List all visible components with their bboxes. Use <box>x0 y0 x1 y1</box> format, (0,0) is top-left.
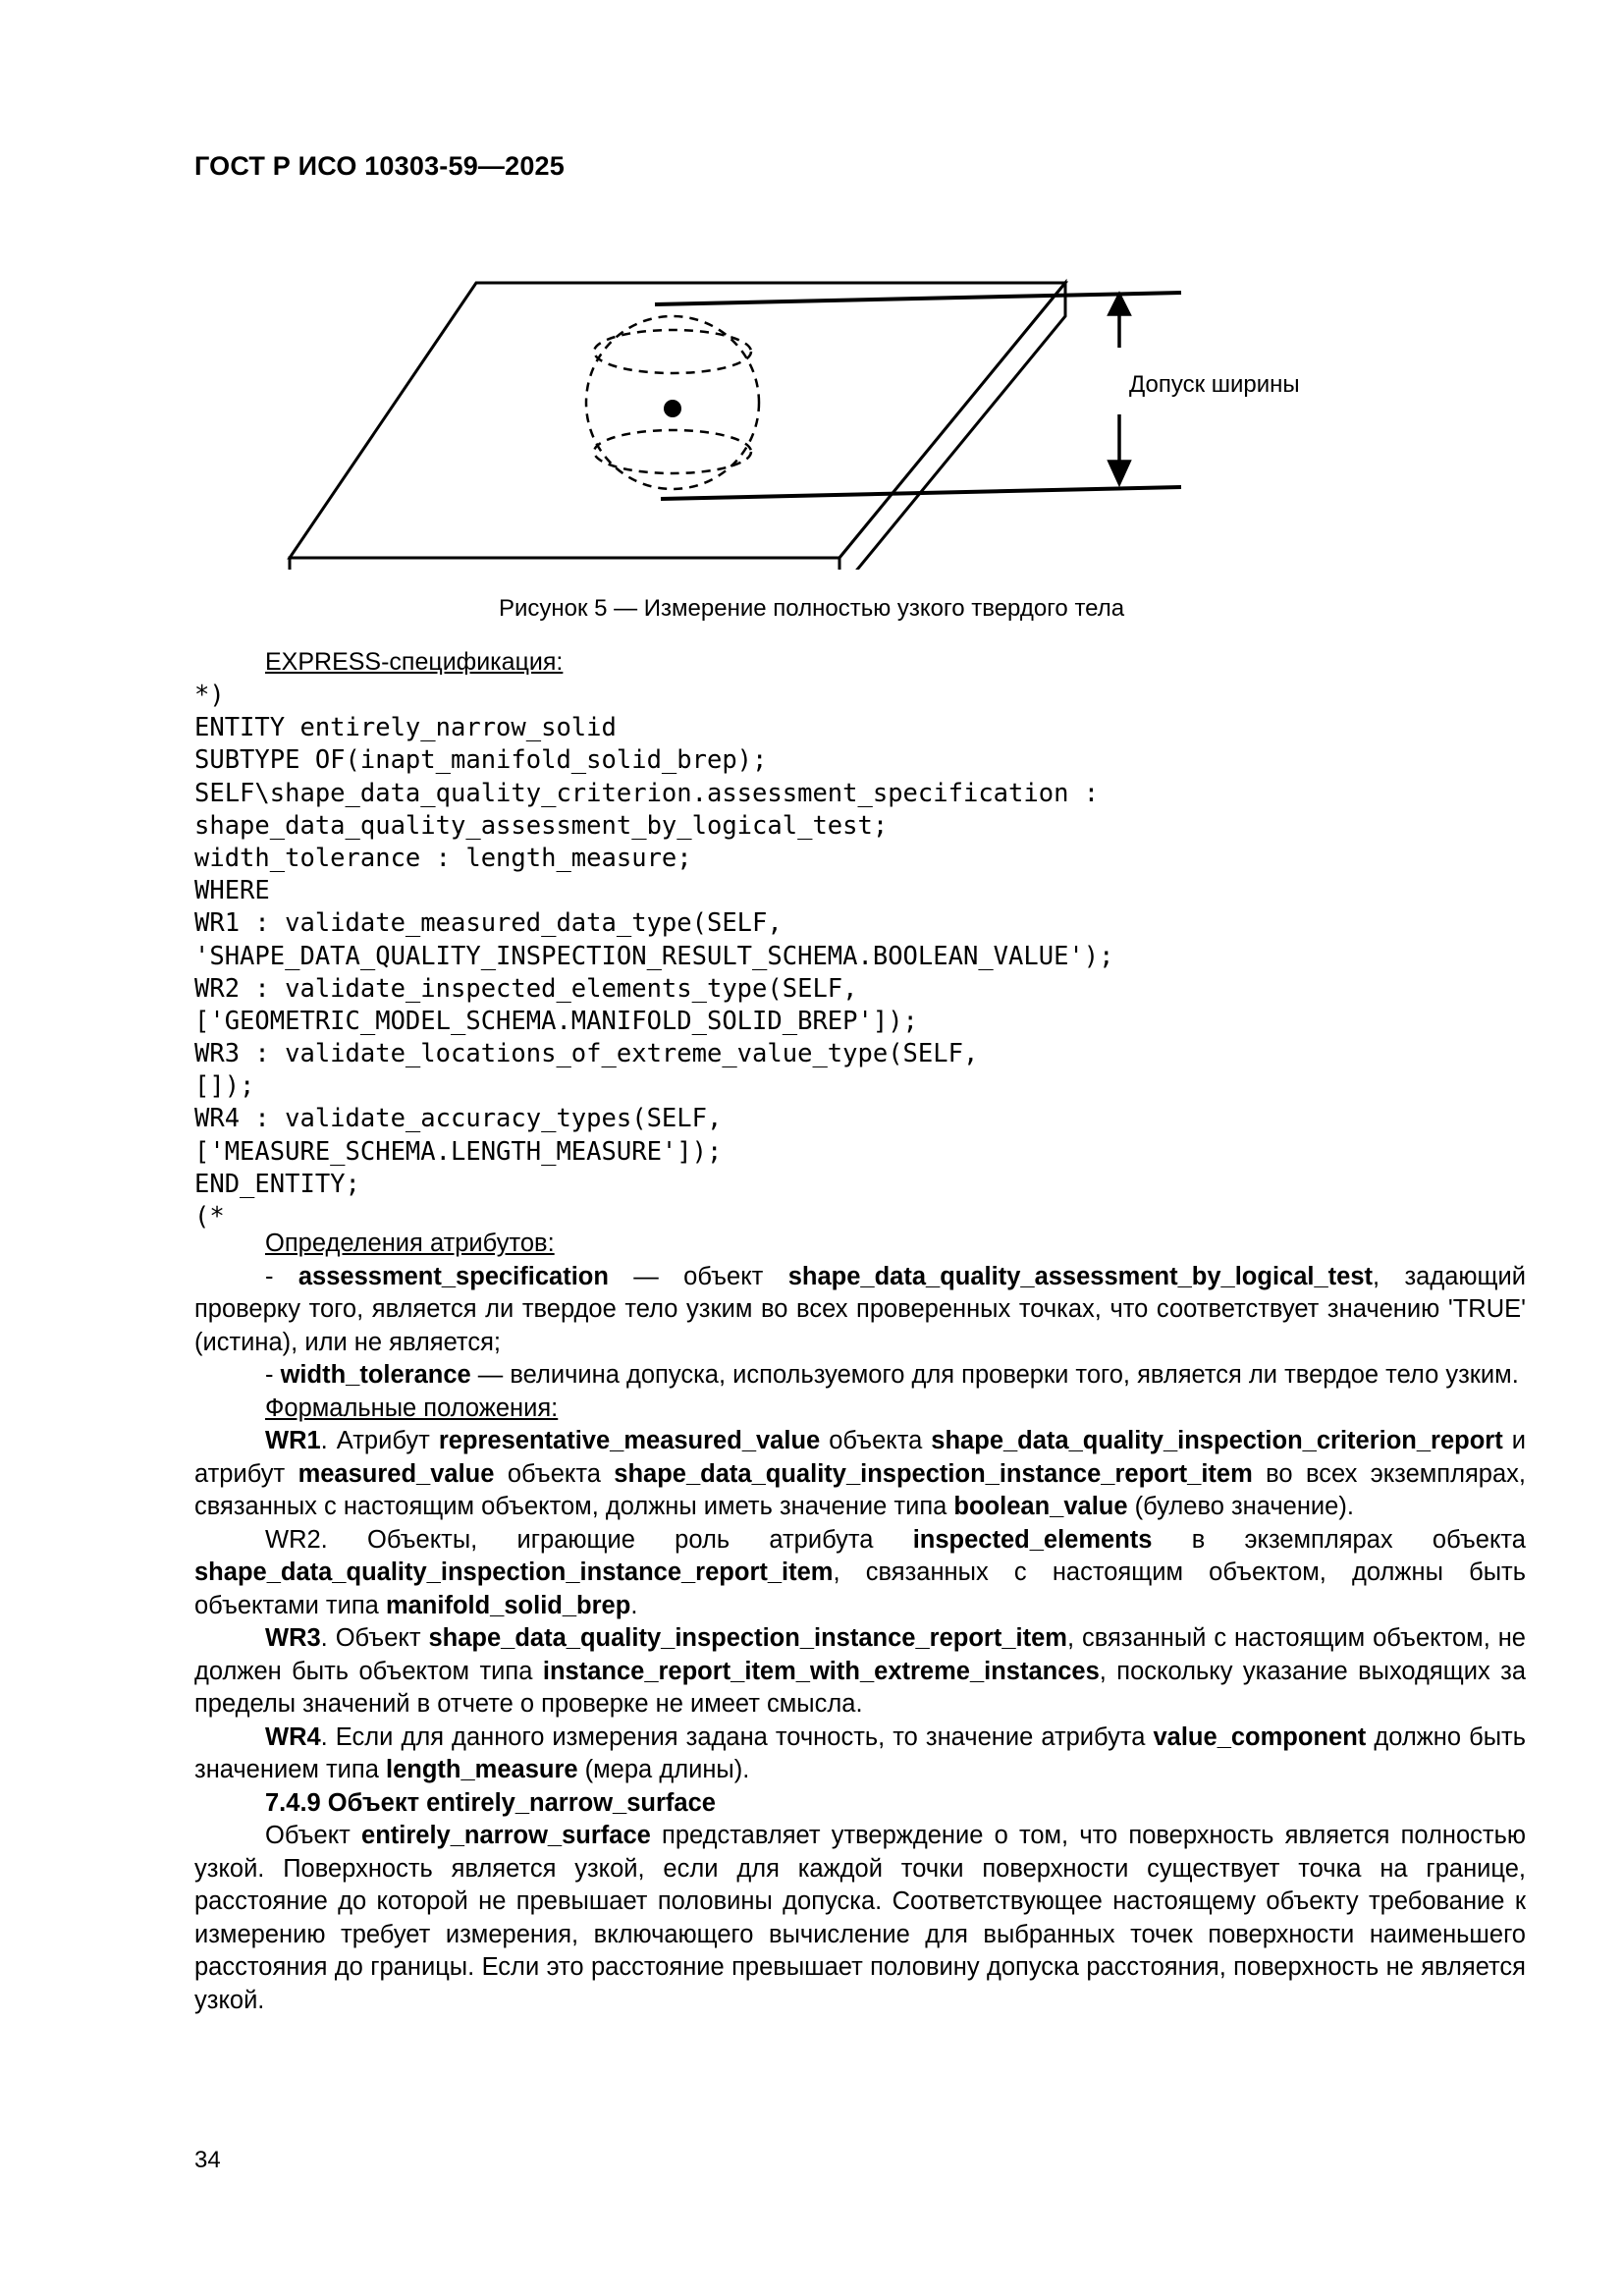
formal-wr3: WR3. Объект shape_data_quality_inspection_instance_report_item, связанный с настоящим объектом, не должен быть объектом типа instance_report_item_with_extreme_instances, поскольку указание выходящих за пределы значений в отчете о проверке не имеет смысла. <box>194 1624 1526 1718</box>
page-number: 34 <box>194 2147 221 2173</box>
code-line: SELF\shape_data_quality_criterion.assessment_specification : <box>194 778 1100 808</box>
code-line: *) <box>194 681 225 710</box>
figure-narrow-solid <box>275 265 1335 570</box>
code-line: WR1 : validate_measured_data_type(SELF, <box>194 908 783 939</box>
code-line: WR3 : validate_locations_of_extreme_value_type(SELF, <box>194 1039 979 1069</box>
code-line: []); <box>194 1071 255 1102</box>
figure-label-width-tolerance: Допуск ширины <box>1129 371 1300 398</box>
code-line: END_ENTITY; <box>194 1169 360 1199</box>
sphere-center-dot <box>664 400 681 417</box>
slab-top-face <box>290 283 1065 558</box>
express-spec-title: EXPRESS-спецификация: <box>265 648 564 676</box>
slab-front-face <box>290 558 839 570</box>
attributes-title: Определения атрибутов: <box>265 1230 555 1257</box>
code-line: WR4 : validate_accuracy_types(SELF, <box>194 1104 723 1134</box>
formal-wr1: WR1. Атрибут representative_measured_value объекта shape_data_quality_inspection_criterion_report и атрибут measured_value объекта shape_data_quality_inspection_instance_report_item во всех экземплярах, связанных с настоящим объектом, должны иметь значение типа boolean_value (булево значение). <box>194 1427 1526 1520</box>
code-line: SUBTYPE OF(inapt_manifold_solid_brep); <box>194 745 768 776</box>
page-header-doc-id: ГОСТ Р ИСО 10303-59—2025 <box>194 151 565 181</box>
code-line: (* <box>194 1202 225 1231</box>
section-paragraph: Объект entirely_narrow_surface представляет утверждение о том, что поверхность является полностью узкой. Поверхность является узкой, если для каждой точки поверхности существует точка на границе, расстояние до которой не превышает половины допуска. Соответствующее настоящему объекту требование к измерению требует измерения, включающего вычисление для выбранных точек поверхности наименьшего расстояния до границы. Если это расстояние превышает половину допуска расстояния, поверхность не является узкой. <box>194 1822 1526 2014</box>
code-line: ['MEASURE_SCHEMA.LENGTH_MEASURE']); <box>194 1136 723 1167</box>
attribute-assessment-specification: - assessment_specification — объект shape_data_quality_assessment_by_logical_test, задающий проверку того, является ли твердое тело узким во всех проверенных точках, что соответствует значению 'TRUE' (истина), или не является; <box>194 1262 1526 1356</box>
section-heading: 7.4.9 Объект entirely_narrow_surface <box>265 1788 716 1817</box>
arrow-up-head <box>1109 295 1129 314</box>
formal-wr2: WR2. Объекты, играющие роль атрибута inspected_elements в экземплярах объекта shape_data_quality_inspection_instance_report_item, связанных с настоящим объектом, должны быть объектами типа manifold_solid_brep. <box>194 1525 1526 1619</box>
body-text <box>194 1228 1526 2017</box>
code-line: shape_data_quality_assessment_by_logical_test; <box>194 810 889 841</box>
express-code-block <box>194 680 1114 1233</box>
code-line: WHERE <box>194 876 270 906</box>
figure-caption: Рисунок 5 — Измерение полностью узкого твердого тела <box>498 595 1125 622</box>
code-line: ['GEOMETRIC_MODEL_SCHEMA.MANIFOLD_SOLID_BREP']); <box>194 1006 918 1036</box>
code-line: width_tolerance : length_measure; <box>194 843 692 873</box>
arrow-down-head <box>1109 462 1129 483</box>
code-line: WR2 : validate_inspected_elements_type(SELF, <box>194 973 858 1004</box>
code-line: ENTITY entirely_narrow_solid <box>194 713 617 743</box>
formal-title: Формальные положения: <box>265 1394 559 1422</box>
attribute-width-tolerance: - width_tolerance — величина допуска, используемого для проверки того, является ли твердое тело узким. <box>265 1361 1519 1389</box>
formal-wr4: WR4. Если для данного измерения задана точность, то значение атрибута value_component должно быть значением типа length_measure (мера длины). <box>194 1722 1526 1783</box>
code-line: 'SHAPE_DATA_QUALITY_INSPECTION_RESULT_SCHEMA.BOOLEAN_VALUE'); <box>194 941 1114 971</box>
